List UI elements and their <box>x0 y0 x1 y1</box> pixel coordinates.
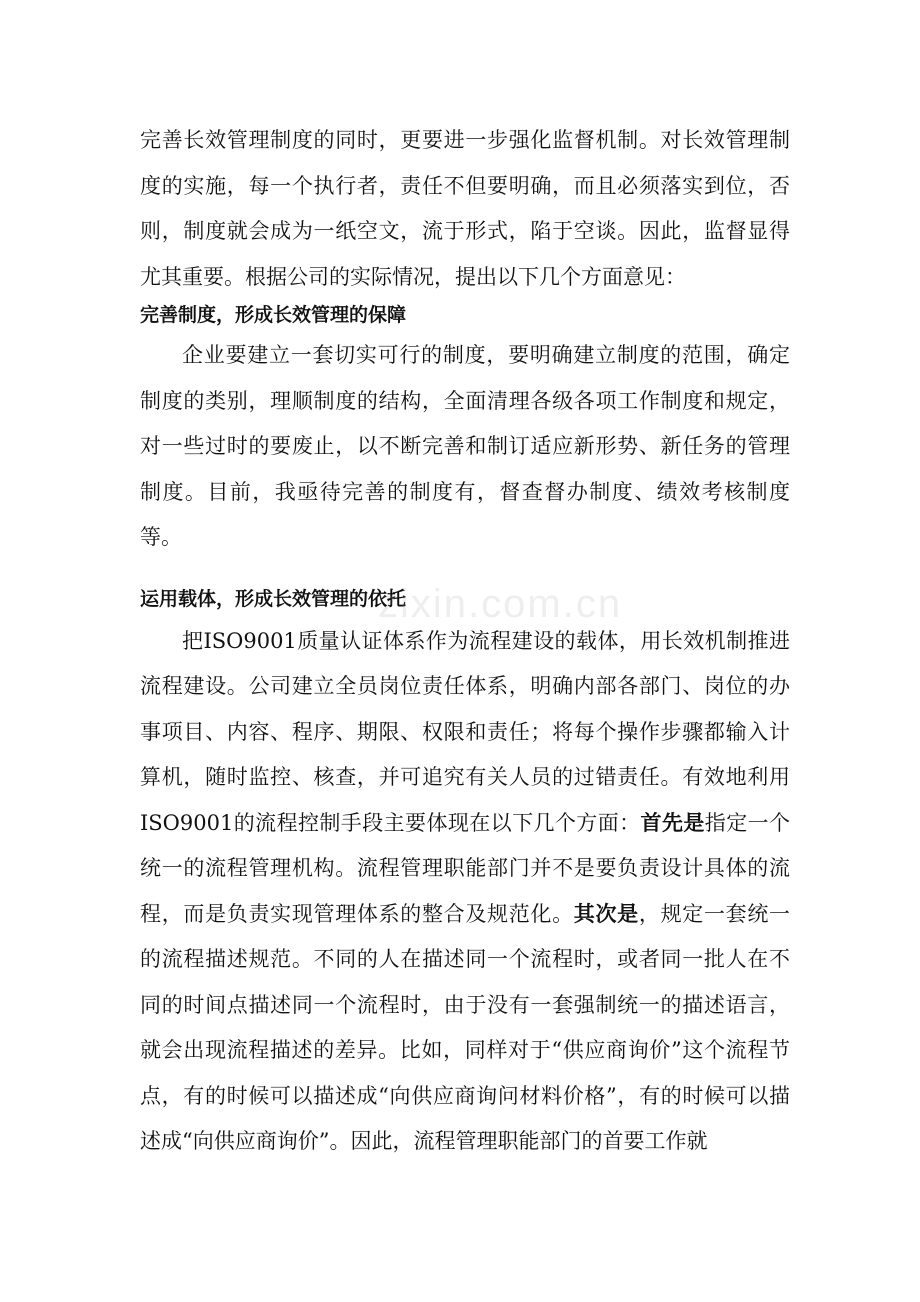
section2-heading: 运用载体，形成长效管理的依托 <box>140 587 407 610</box>
section2-text-part1: 把ISO9001质量认证体系作为流程建设的载体，用长效机制推进流程建设。公司建立全员岗位责任体系，明确内部各部门、岗位的办事项目、内容、程序、期限、权限和责任；将每个操作步骤都输入计算机，随时监控、核查，并可追究有关人员的过错责任。有效地利用ISO9001的流程控制手段主要体现在以下几个方面： <box>140 628 790 835</box>
section2-paragraph <box>140 619 790 1165</box>
section1-heading: 完善制度，形成长效管理的保障 <box>140 304 407 326</box>
first-label: 首先是 <box>640 810 705 835</box>
document-page <box>140 118 790 1165</box>
section1-paragraph: 企业要建立一套切实可行的制度，要明确建立制度的范围，确定制度的类别，理顺制度的结构，全面清理各级各项工作制度和规定，对一些过时的要废止，以不断完善和制订适应新形势、新任务的管理制度。目前，我亟待完善的制度有，督查督办制度、绩效考核制度等。 <box>140 343 790 549</box>
second-label: 其次是 <box>573 901 639 926</box>
watermark: zixin.com.cn <box>378 582 623 626</box>
section2-text-part2: 指定一个统一的流程管理机构。流程管理职能部门并不是要负责设计具体的流程，而是负责实现管理体系的整合及规范化。 <box>140 810 791 926</box>
section2-text-part3: ，规定一套统一的流程描述规范。不同的人在描述同一个流程时，或者同一批人在不同的时间点描述同一个流程时，由于没有一套强制统一的描述语言，就会出现流程描述的差异。比如，同样对于“供应商询价”这个流程节点，有的时候可以描述成“向供应商询问材料价格”，有的时候可以描述成“向供应商询价”。因此，流程管理职能部门的首要工作就 <box>140 901 791 1153</box>
intro-paragraph: 完善长效管理制度的同时，更要进一步强化监督机制。对长效管理制度的实施，每一个执行者，责任不但要明确，而且必须落实到位，否则，制度就会成为一纸空文，流于形式，陷于空谈。因此，监督显得尤其重要。根据公司的实际情况，提出以下几个方面意见： <box>140 128 790 289</box>
